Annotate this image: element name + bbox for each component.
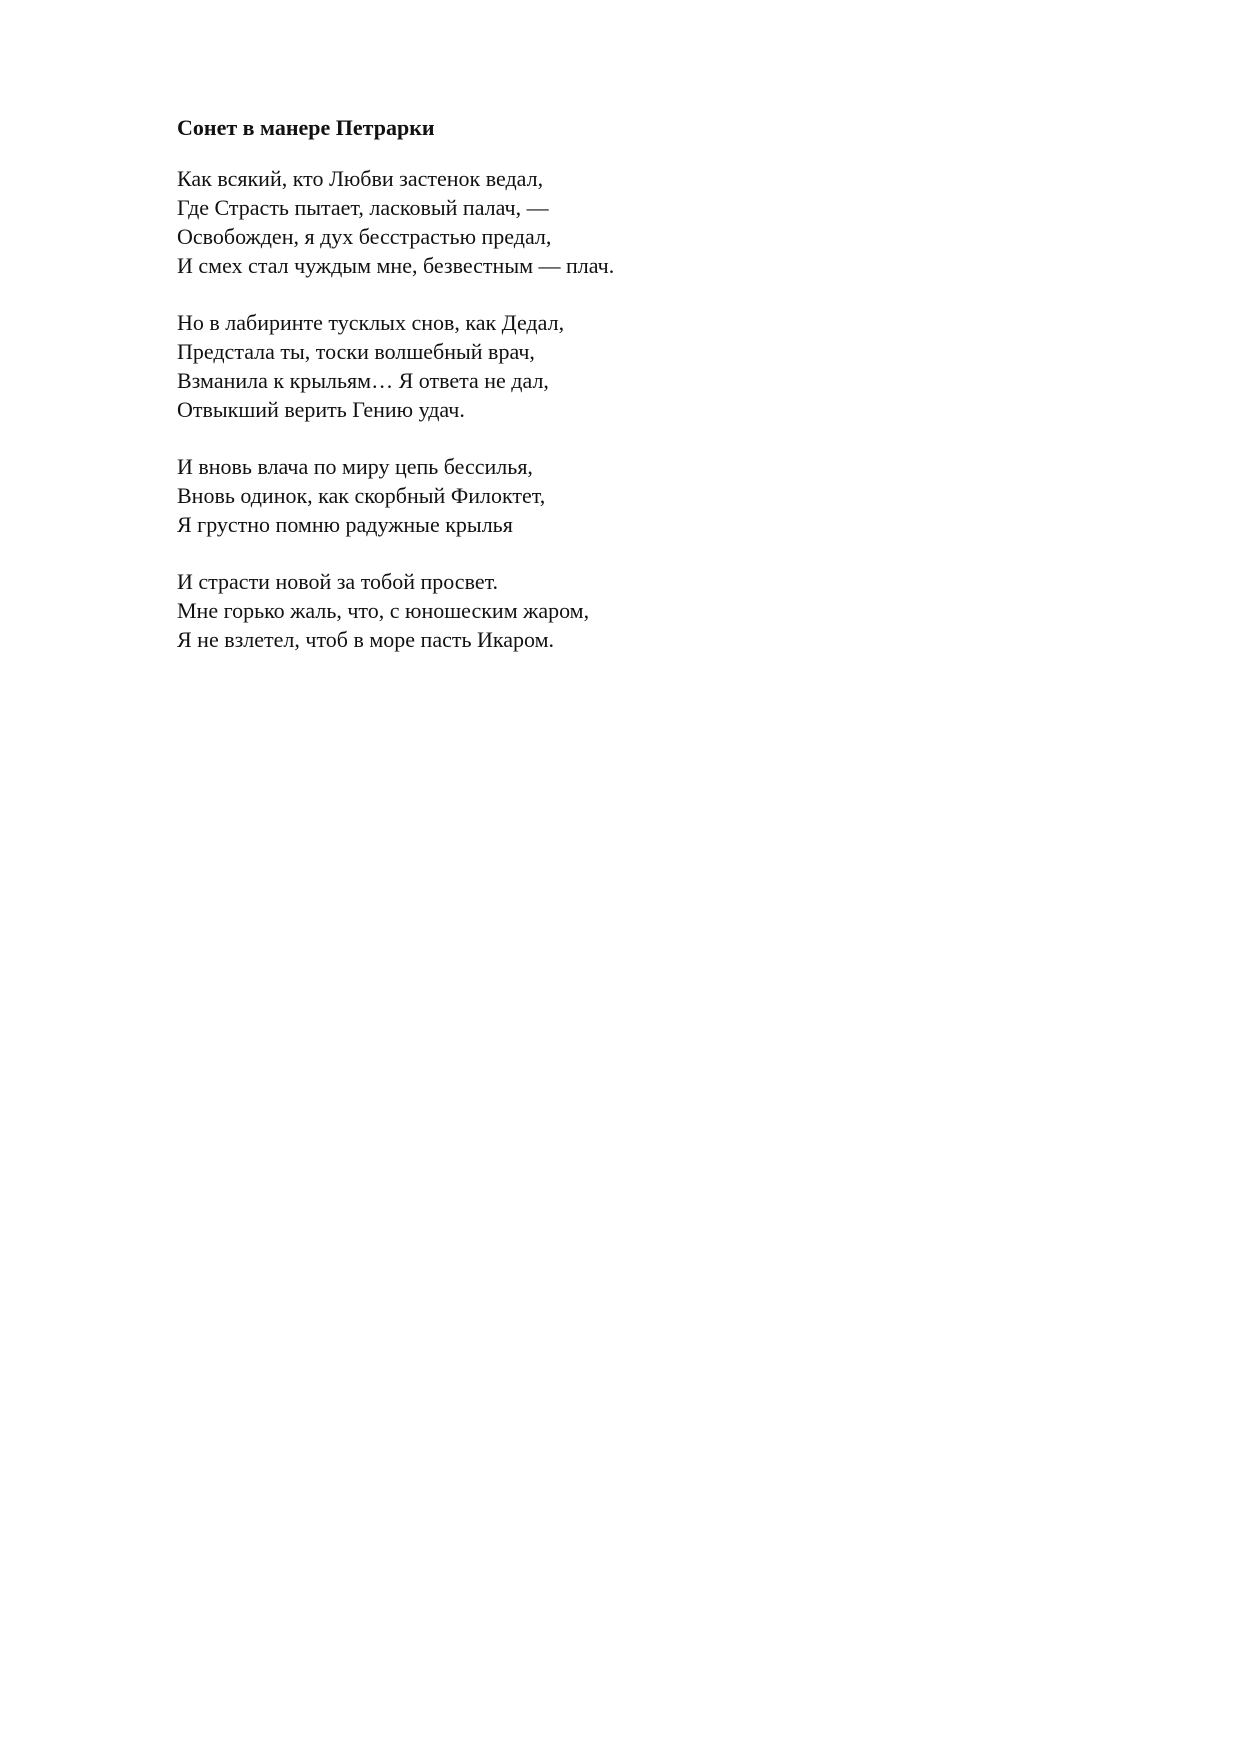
stanza-4 [177, 567, 1077, 654]
poem-line: Вновь одинок, как скорбный Филоктет, [177, 483, 546, 508]
stanza-2 [177, 308, 1077, 424]
poem-line: Освобожден, я дух бесстрастью предал, [177, 224, 552, 249]
poem-line: И вновь влача по миру цепь бессилья, [177, 454, 533, 479]
poem-line: И страсти новой за тобой просвет. [177, 569, 499, 594]
stanza-3 [177, 452, 1077, 539]
poem-line: Отвыкший верить Гению удач. [177, 397, 465, 422]
poem-line: Но в лабиринте тусклых снов, как Дедал, [177, 310, 565, 335]
poem-line: Мне горько жаль, что, с юношеским жаром, [177, 598, 590, 623]
poem-line: Как всякий, кто Любви застенок ведал, [177, 166, 544, 191]
poem-line: И смех стал чуждым мне, безвестным — плач. [177, 253, 615, 278]
poem [177, 114, 1077, 682]
poem-line: Я грустно помню радужные крылья [177, 512, 513, 537]
poem-line: Взманила к крыльям… Я ответа не дал, [177, 368, 549, 393]
poem-title: Сонет в манере Петрарки [177, 115, 435, 140]
poem-line: Предстала ты, тоски волшебный врач, [177, 339, 535, 364]
poem-line: Где Страсть пытает, ласковый палач, — [177, 195, 549, 220]
poem-line: Я не взлетел, чтоб в море пасть Икаром. [177, 627, 555, 652]
stanza-1 [177, 164, 1077, 280]
